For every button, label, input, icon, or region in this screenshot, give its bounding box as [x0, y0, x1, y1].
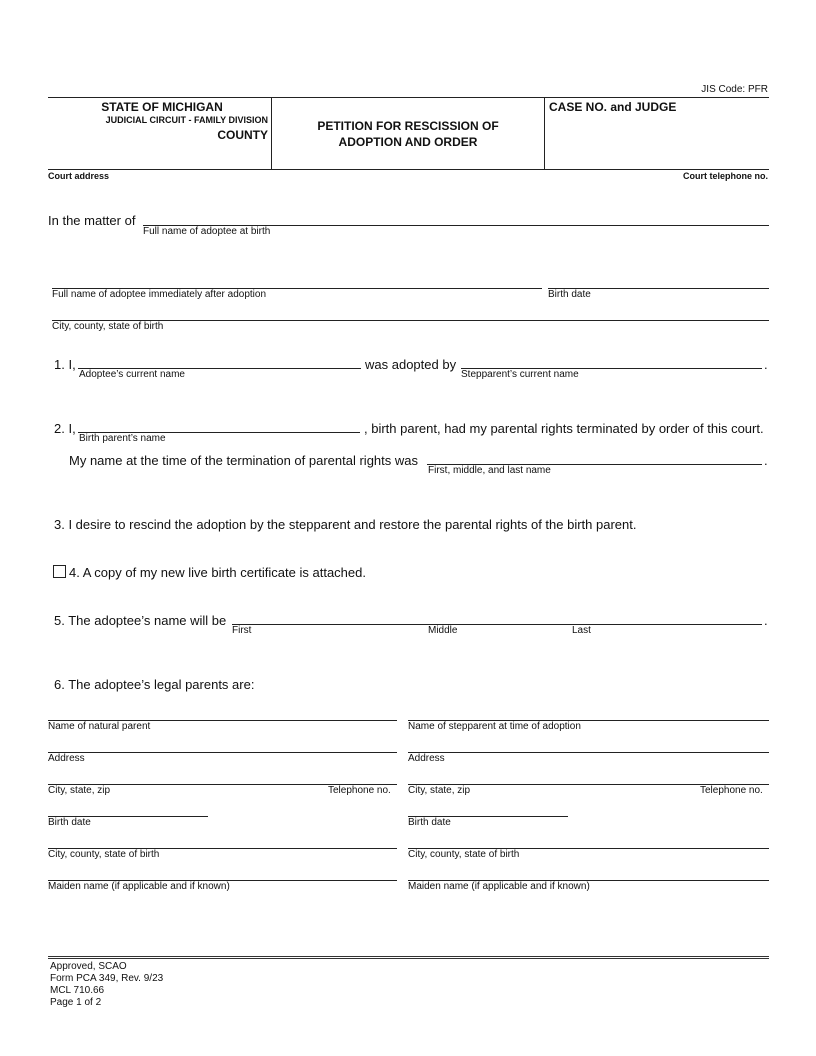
item1-middle: was adopted by [365, 357, 457, 372]
footer-form-number: Form PCA 349, Rev. 9/23 [50, 973, 164, 984]
stepparent-name-caption: Name of stepparent at time of adoption [408, 721, 581, 732]
adoptee-birth-date-caption: Birth date [548, 289, 591, 300]
court-phone-label: Court telephone no. [683, 171, 768, 181]
matter-label: In the matter of [48, 213, 136, 228]
item2-end: . [764, 453, 768, 468]
stepparent-address-field[interactable] [408, 752, 769, 753]
item1-prefix: 1. I, [54, 357, 76, 372]
footer-approved: Approved, SCAO [50, 961, 127, 972]
item5-text: 5. The adoptee’s name will be [54, 613, 227, 628]
stepparent-current-name-caption: Stepparent’s current name [461, 369, 579, 380]
item2-line2: My name at the time of the termination of parental rights was [69, 453, 419, 468]
natural-parent-maiden-caption: Maiden name (if applicable and if known) [48, 881, 230, 892]
adoptee-birth-name-caption: Full name of adoptee at birth [143, 226, 271, 237]
county-label: COUNTY [217, 128, 268, 142]
case-no-label: CASE NO. and JUDGE [549, 100, 677, 114]
circuit-label: JUDICIAL CIRCUIT - FAMILY DIVISION [105, 115, 268, 125]
adoptee-current-name-caption: Adoptee’s current name [79, 369, 185, 380]
stepparent-phone-caption: Telephone no. [700, 785, 763, 796]
adoptee-after-adoption-caption: Full name of adoptee immediately after adoption [52, 289, 267, 300]
item4-text: 4. A copy of my new live birth certificate is attached. [69, 565, 366, 580]
form-title-line2: ADOPTION AND ORDER [338, 135, 478, 149]
form-title-line1: PETITION FOR RESCISSION OF [317, 119, 499, 133]
stepparent-city-caption: City, state, zip [408, 785, 471, 796]
header-divider-2 [544, 97, 545, 169]
adoptee-new-name-field[interactable] [232, 624, 762, 625]
name-at-termination-caption: First, middle, and last name [428, 465, 551, 476]
stepparent-maiden-caption: Maiden name (if applicable and if known) [408, 881, 590, 892]
natural-parent-birth-date-caption: Birth date [48, 817, 91, 828]
item6-text: 6. The adoptee’s legal parents are: [54, 677, 255, 692]
new-name-first-caption: First [232, 625, 252, 636]
natural-parent-birth-city-caption: City, county, state of birth [48, 849, 160, 860]
new-name-last-caption: Last [572, 625, 591, 636]
item1-end: . [764, 357, 768, 372]
natural-parent-name-caption: Name of natural parent [48, 721, 151, 732]
natural-parent-city-caption: City, state, zip [48, 785, 111, 796]
court-address-label: Court address [48, 171, 110, 181]
natural-parent-address-field[interactable] [48, 752, 397, 753]
item5-end: . [764, 613, 768, 628]
jis-code: JIS Code: PFR [701, 84, 768, 95]
item3-text: 3. I desire to rescind the adoption by the stepparent and restore the parental rights of the birth parent. [54, 517, 637, 532]
stepparent-birth-date-caption: Birth date [408, 817, 451, 828]
state-name: STATE OF MICHIGAN [101, 100, 223, 114]
footer-block [50, 961, 163, 1009]
natural-parent-phone-caption: Telephone no. [328, 785, 391, 796]
item2-suffix: , birth parent, had my parental rights terminated by order of this court. [364, 421, 764, 436]
footer-mcl: MCL 710.66 [50, 985, 105, 996]
birth-certificate-checkbox[interactable] [53, 565, 66, 578]
footer-rule [48, 956, 769, 959]
stepparent-birth-city-caption: City, county, state of birth [408, 849, 520, 860]
natural-parent-address-caption: Address [48, 753, 85, 764]
footer-page: Page 1 of 2 [50, 997, 102, 1008]
stepparent-address-caption: Address [408, 753, 445, 764]
item2-prefix: 2. I, [54, 421, 76, 436]
adoptee-birth-city-caption: City, county, state of birth [52, 321, 164, 332]
header-bottom-rule [48, 169, 769, 170]
header-top-rule [48, 97, 769, 98]
new-name-middle-caption: Middle [428, 625, 458, 636]
birth-parent-name-caption: Birth parent’s name [79, 433, 166, 444]
